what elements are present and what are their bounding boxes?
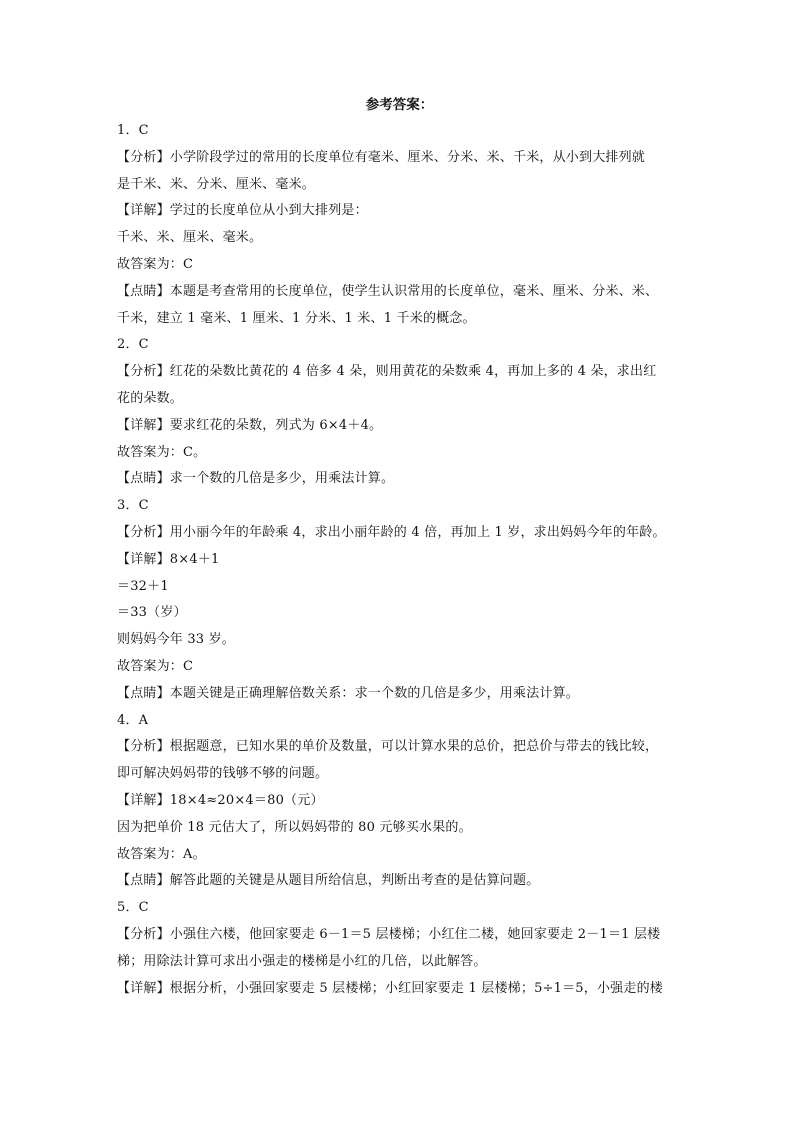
page-title: 参考答案： bbox=[365, 97, 434, 113]
answer-line: 4．A bbox=[117, 712, 149, 728]
answer-line: 1．C bbox=[117, 123, 149, 138]
answer-line: 【详解】根据分析，小强回家要走 5 层楼梯；小红回家要走 1 层楼梯；5÷1＝5，小强走的楼 bbox=[117, 980, 663, 996]
answer-line: 【点睛】本题关键是正确理解倍数关系：求一个数的几倍是多少，用乘法计算。 bbox=[117, 685, 580, 701]
answer-sheet bbox=[117, 92, 682, 1002]
answer-line: 【点睛】求一个数的几倍是多少，用乘法计算。 bbox=[117, 471, 395, 487]
answer-line: 因为把单价 18 元估大了，所以妈妈带的 80 元够买水果的。 bbox=[117, 819, 472, 835]
answer-line: 【详解】要求红花的朵数，列式为 6×4＋4。 bbox=[117, 417, 383, 433]
answer-line: 【点睛】解答此题的关键是从题目所给信息，判断出考查的是估算问题。 bbox=[117, 873, 540, 889]
answer-line: 2．C bbox=[117, 337, 149, 353]
answer-line: 【点睛】本题是考查常用的长度单位，使学生认识常用的长度单位，毫米、厘米、分米、米、 bbox=[117, 283, 659, 299]
answer-line: 【详解】18×4≈20×4＝80（元） bbox=[117, 792, 324, 808]
answer-line: 花的朵数。 bbox=[117, 390, 184, 406]
answer-body bbox=[117, 118, 682, 1002]
answer-line: 【分析】小学阶段学过的常用的长度单位有毫米、厘米、分米、米、千米，从小到大排列就 bbox=[117, 149, 646, 165]
answer-line: 【分析】小强住六楼，他回家要走 6－1＝5 层楼梯；小红住二楼，她回家要走 2－1＝1 层楼 bbox=[117, 926, 661, 942]
answer-line: 【分析】用小丽今年的年龄乘 4，求出小丽年龄的 4 倍，再加上 1 岁，求出妈妈今年的年龄。 bbox=[117, 524, 666, 540]
answer-line: 5．C bbox=[117, 900, 149, 916]
answer-line: 是千米、米、分米、厘米、毫米。 bbox=[117, 176, 316, 192]
answer-line: 3．C bbox=[117, 498, 149, 514]
answer-line: 【分析】红花的朵数比黄花的 4 倍多 4 朵，则用黄花的朵数乘 4，再加上多的 4 朵，求出红 bbox=[117, 364, 657, 380]
answer-line: 【详解】学过的长度单位从小到大排列是： bbox=[117, 203, 368, 219]
answer-line: 【详解】8×4＋1 bbox=[117, 551, 220, 567]
answer-line: 【分析】根据题意，已知水果的单价及数量，可以计算水果的总价，把总价与带去的钱比较， bbox=[117, 739, 659, 755]
answer-line: 千米、米、厘米、毫米。 bbox=[117, 230, 263, 246]
answer-line: 故答案为：C bbox=[117, 658, 194, 674]
answer-line: 千米，建立 1 毫米、1 厘米、1 分米、1 米、1 千米的概念。 bbox=[117, 310, 476, 326]
answer-line: 梯；用除法计算可求出小强走的楼梯是小红的几倍，以此解答。 bbox=[117, 953, 487, 969]
answer-line: 则妈妈今年 33 岁。 bbox=[117, 632, 236, 648]
answer-line: 故答案为：C。 bbox=[117, 444, 207, 460]
answer-line: 故答案为：C bbox=[117, 256, 194, 272]
answer-line: ＝33（岁） bbox=[117, 605, 187, 621]
answer-line: 即可解决妈妈带的钱够不够的问题。 bbox=[117, 766, 329, 782]
answer-line: 故答案为：A。 bbox=[117, 846, 206, 862]
answer-line: ＝32＋1 bbox=[117, 578, 169, 594]
